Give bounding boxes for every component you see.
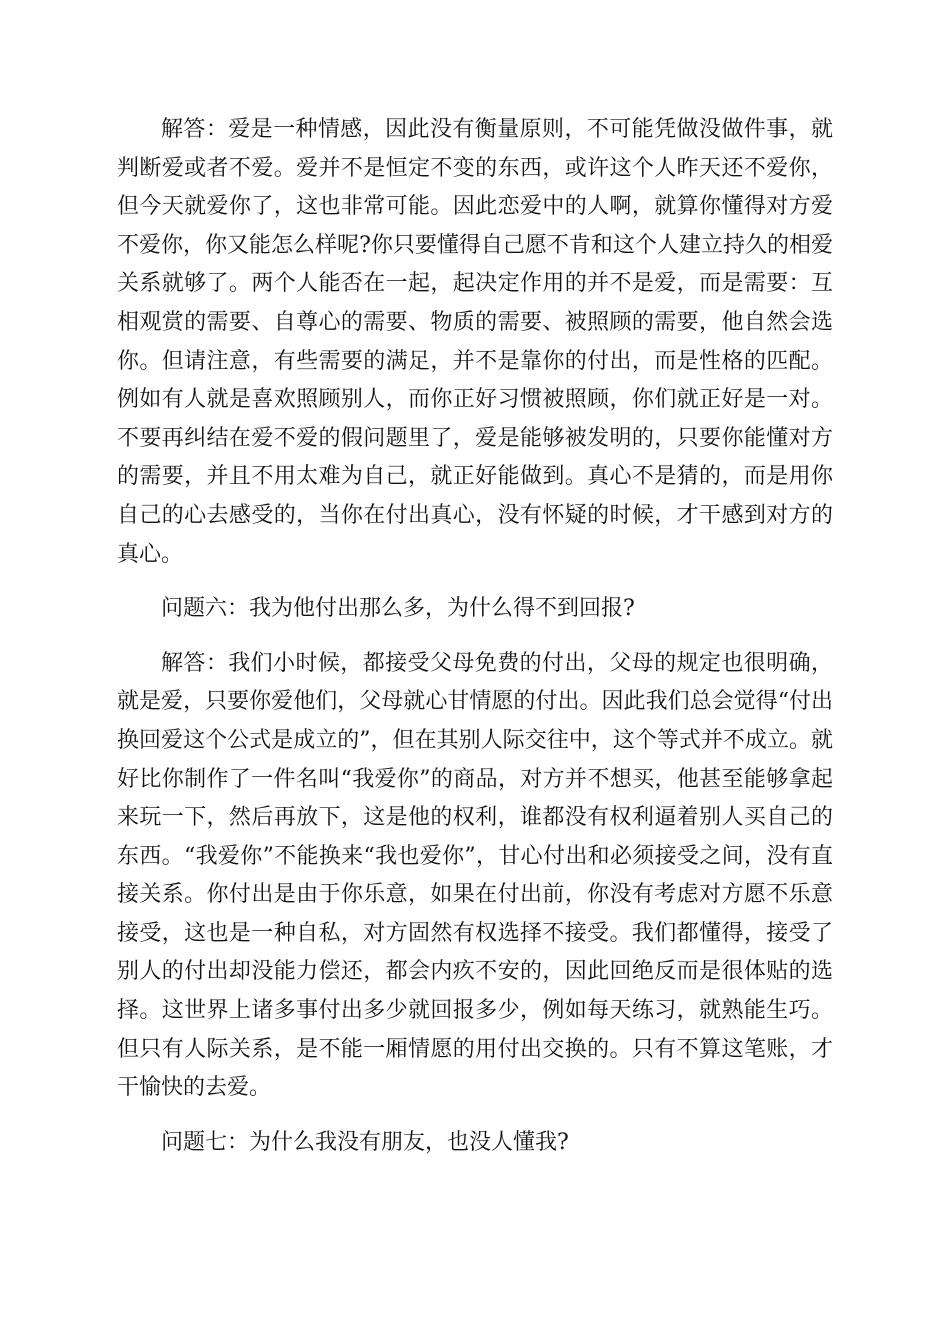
question-seven-heading: 问题七：为什么我没有朋友，也没人懂我? xyxy=(161,1129,569,1155)
answer-paragraph-love: 解答：爱是一种情感，因此没有衡量原则，不可能凭做没做件事，就判断爱或者不爱。爱并不是恒定不变的东西，或许这个人昨天还不爱你，但今天就爱你了，这也非常可能。因此恋爱中的人啊，就算你懂得对方爱不爱你，你又能怎么样呢?你只要懂得自己愿不肯和这个人建立持久的相爱关系就够了。两个人能否在一起，起决定作用的并不是爱，而是需要：互相观赏的需要、自尊心的需要、物质的需要、被照顾的需要，他自然会选你。但请注意，有些需要的满足，并不是靠你的付出，而是性格的匹配。例如有人就是喜欢照顾别人，而你正好习惯被照顾，你们就正好是一对。不要再纠结在爱不爱的假问题里了，爱是能够被发明的，只要你能懂对方的需要，并且不用太难为自己，就正好能做到。真心不是猜的，而是用你自己的心去感受的，当你在付出真心，没有怀疑的时候，才干感到对方的真心。 xyxy=(117,117,833,567)
document-body xyxy=(117,111,833,1162)
answer-paragraph-giving: 解答：我们小时候，都接受父母免费的付出，父母的规定也很明确，就是爱，只要你爱他们，父母就心甘情愿的付出。因此我们总会觉得“付出换回爱这个公式是成立的”，但在其别人际交往中，这个等式并不成立。就好比你制作了一件名叫“我爱你”的商品，对方并不想买，他甚至能够拿起来玩一下，然后再放下，这是他的权利，谁都没有权利逼着别人买自己的东西。“我爱你”不能换来“我也爱你”，甘心付出和必须接受之间，没有直接关系。你付出是由于你乐意，如果在付出前，你没有考虑对方愿不乐意接受，这也是一种自私，对方固然有权选择不接受。我们都懂得，接受了别人的付出却没能力偿还，都会内疚不安的，因此回绝反而是很体贴的选择。这世界上诸多事付出多少就回报多少，例如每天练习，就熟能生巧。但只有人际关系，是不能一厢情愿的用付出交换的。只有不算这笔账，才干愉快的去爱。 xyxy=(117,650,833,1101)
question-six-heading: 问题六：我为他付出那么多，为什么得不到回报? xyxy=(161,596,635,622)
